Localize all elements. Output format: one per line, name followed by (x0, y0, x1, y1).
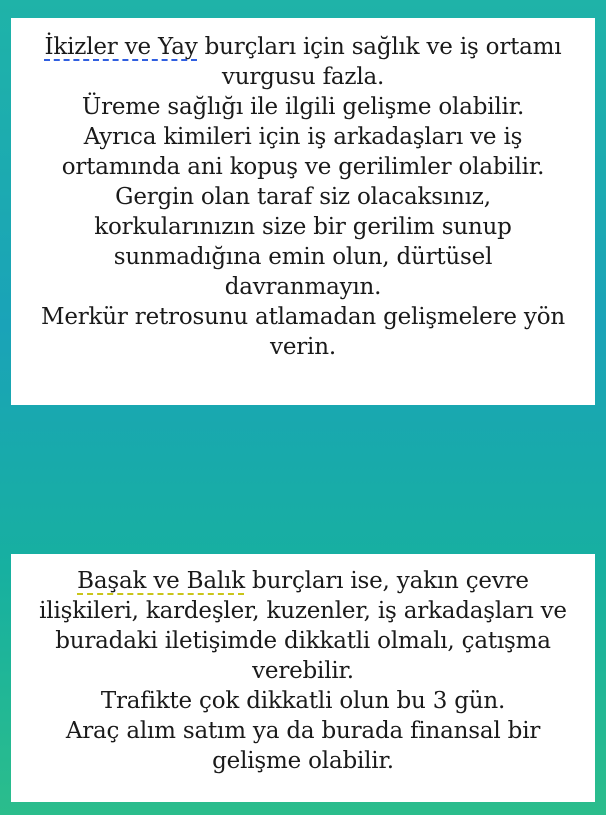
top-line-2: vurgusu fazla. (221, 64, 385, 90)
bottom-line-7: gelişme olabilir. (212, 748, 394, 774)
bottom-line-3: buradaki iletişimde dikkatli olmalı, çatışma (55, 628, 551, 654)
bottom-line-1 (21, 566, 585, 596)
top-line-8: sunmadığına emin olun, dürtüsel (113, 244, 493, 270)
top-line-7: korkularınızın size bir gerilim sunup (94, 214, 512, 240)
bottom-line-2: ilişkileri, kardeşler, kuzenler, iş arkadaşları ve (39, 598, 567, 624)
top-line-1-rest: burçları için sağlık ve iş ortamı (197, 34, 562, 60)
top-line-3: Üreme sağlığı ile ilgili gelişme olabilir. (81, 94, 525, 120)
top-line-9: davranmayın. (224, 274, 382, 300)
top-line-11: verin. (270, 334, 336, 360)
top-line-1 (21, 32, 585, 62)
bottom-line-1-rest: burçları ise, yakın çevre (244, 568, 529, 594)
top-line-10: Merkür retrosunu atlamadan gelişmelere yön (41, 304, 565, 330)
bottom-line-4: verebilir. (252, 658, 354, 684)
top-highlight-signs: İkizler ve Yay (44, 34, 198, 60)
top-line-5: ortamında ani kopuş ve gerilimler olabilir. (61, 154, 545, 180)
bottom-line-5: Trafikte çok dikkatli olun bu 3 gün. (100, 688, 506, 714)
bottom-line-6: Araç alım satım ya da burada finansal bir (65, 718, 541, 744)
bottom-highlight-signs: Başak ve Balık (77, 568, 245, 594)
top-line-4: Ayrıca kimileri için iş arkadaşları ve iş (83, 124, 523, 150)
top-text-card (11, 18, 595, 405)
bottom-text-card (11, 554, 595, 802)
top-line-6: Gergin olan taraf siz olacaksınız, (115, 184, 491, 210)
